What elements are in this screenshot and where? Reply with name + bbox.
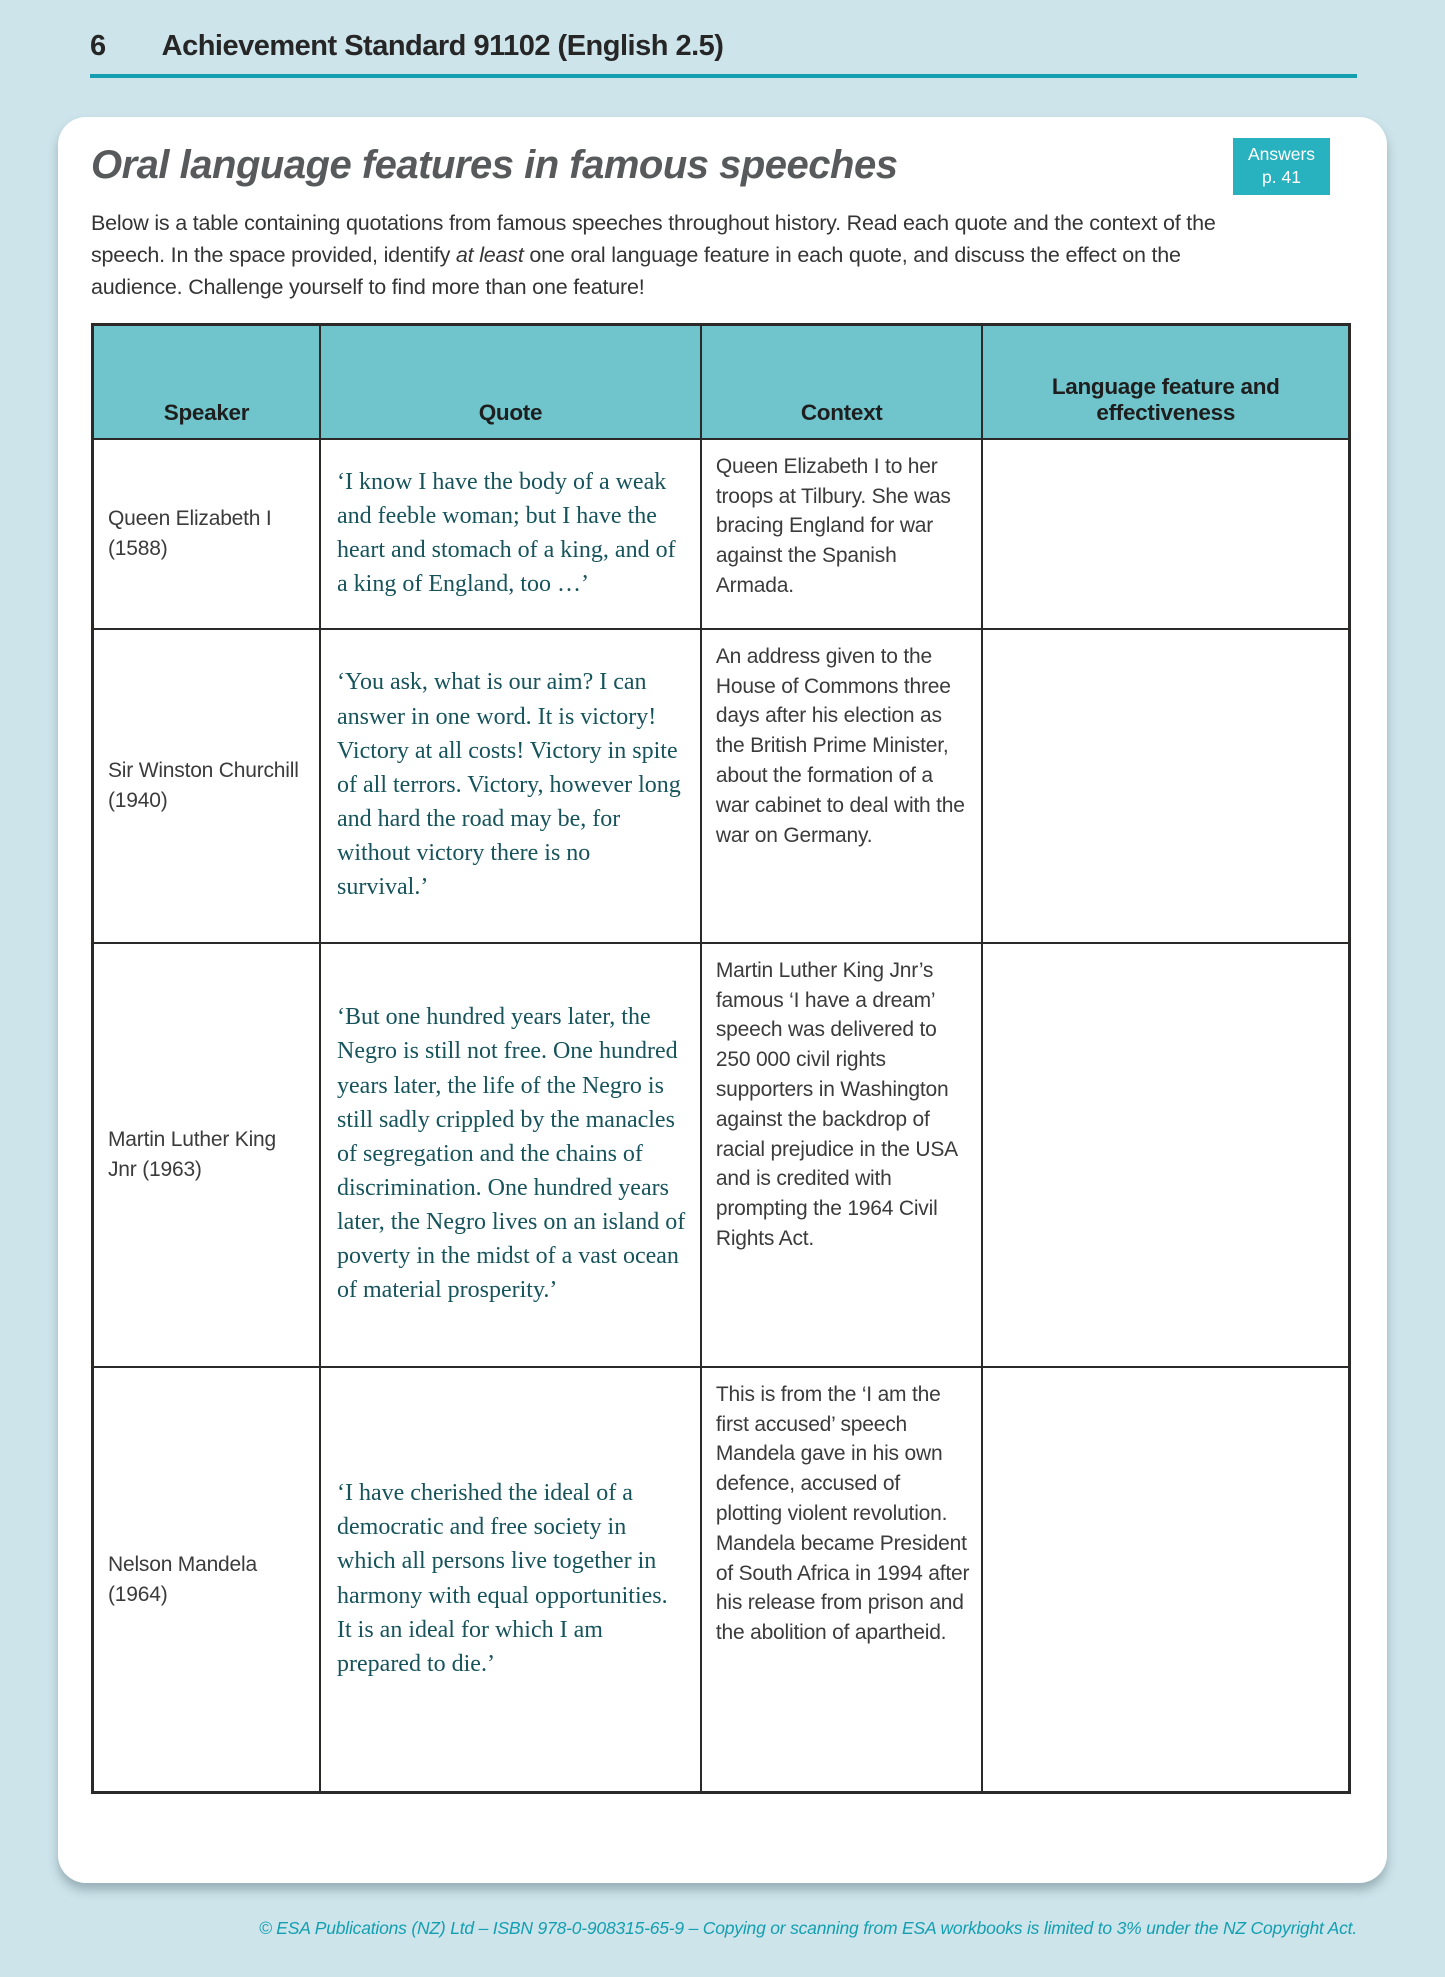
header-rule bbox=[90, 74, 1357, 78]
answers-badge-line1: Answers bbox=[1247, 144, 1316, 164]
context-cell: An address given to the House of Commons three days after his election as the British Prime Minister, about the formation of a war cabinet to deal with the war on Germany. bbox=[701, 629, 983, 943]
page-number: 6 bbox=[90, 30, 106, 62]
worksheet-card bbox=[58, 117, 1387, 1883]
answer-space[interactable] bbox=[982, 1367, 1349, 1793]
instructions-emphasis: at least bbox=[455, 242, 524, 267]
context-cell: This is from the ‘I am the first accused’ speech Mandela gave in his own defence, accused of plotting violent revolution. Mandela became President of South Africa in 1994 after his release from prison and the abolition of apartheid. bbox=[701, 1367, 983, 1793]
answers-badge bbox=[1233, 138, 1330, 195]
column-header-speaker: Speaker bbox=[93, 325, 321, 439]
page-header bbox=[0, 0, 1445, 63]
instructions-paragraph bbox=[91, 207, 1246, 304]
answer-space[interactable] bbox=[982, 439, 1349, 629]
context-cell: Martin Luther King Jnr’s famous ‘I have a dream’ speech was delivered to 250 000 civil rights supporters in Washington against the backdrop of racial prejudice in the USA and is credited with prompting the 1964 Civil Rights Act. bbox=[701, 943, 983, 1367]
quote-cell: ‘I have cherished the ideal of a democratic and free society in which all persons live together in harmony with equal opportunities. It is an ideal for which I am prepared to die.’ bbox=[320, 1367, 701, 1793]
speaker-cell: Martin Luther King Jnr (1963) bbox=[93, 943, 321, 1367]
table-row bbox=[93, 1367, 1350, 1793]
table-row bbox=[93, 629, 1350, 943]
speaker-cell: Queen Elizabeth I (1588) bbox=[93, 439, 321, 629]
quote-cell: ‘I know I have the body of a weak and feeble woman; but I have the heart and stomach of a king, and of a king of England, too …’ bbox=[320, 439, 701, 629]
speeches-table bbox=[91, 323, 1351, 1794]
speaker-cell: Nelson Mandela (1964) bbox=[93, 1367, 321, 1793]
instructions-part1: Below is a table containing quotations from famous speeches throughout history. Read each quote and the context of the speech. In the space provided, identify bbox=[91, 210, 1216, 267]
column-header-context: Context bbox=[701, 325, 983, 439]
quote-cell: ‘But one hundred years later, the Negro is still not free. One hundred years later, the life of the Negro is still sadly crippled by the manacles of segregation and the chains of discrimination. One hundred years later, the Negro lives on an island of poverty in the midst of a vast ocean of material prosperity.’ bbox=[320, 943, 701, 1367]
instructions-part2: one oral language feature in each quote, and discuss the effect on the audience. Challenge yourself to find more than one feature! bbox=[91, 242, 1181, 299]
copyright-footer: © ESA Publications (NZ) Ltd – ISBN 978-0-908315-65-9 – Copying or scanning from ESA workbooks is limited to 3% under the NZ Copyright Act. bbox=[258, 1918, 1357, 1938]
answers-badge-line2: p. 41 bbox=[1262, 166, 1301, 187]
standard-title: Achievement Standard 91102 (English 2.5) bbox=[161, 30, 724, 62]
column-header-feature: Language feature and effectiveness bbox=[982, 325, 1349, 439]
card-head bbox=[91, 137, 1351, 195]
quote-cell: ‘You ask, what is our aim? I can answer in one word. It is victory! Victory at all costs! Victory in spite of all terrors. Victory, however long and hard the road may be, for without victory there is no survival.’ bbox=[320, 629, 701, 943]
worksheet-title-text: Oral language features in famous speeches bbox=[91, 143, 898, 187]
answer-space[interactable] bbox=[982, 629, 1349, 943]
column-header-quote: Quote bbox=[320, 325, 701, 439]
worksheet-title bbox=[91, 137, 897, 188]
context-cell: Queen Elizabeth I to her troops at Tilbury. She was bracing England for war against the Spanish Armada. bbox=[701, 439, 983, 629]
answer-space[interactable] bbox=[982, 943, 1349, 1367]
table-row bbox=[93, 439, 1350, 629]
table-row bbox=[93, 943, 1350, 1367]
speaker-cell: Sir Winston Churchill (1940) bbox=[93, 629, 321, 943]
table-header-row bbox=[93, 325, 1350, 439]
